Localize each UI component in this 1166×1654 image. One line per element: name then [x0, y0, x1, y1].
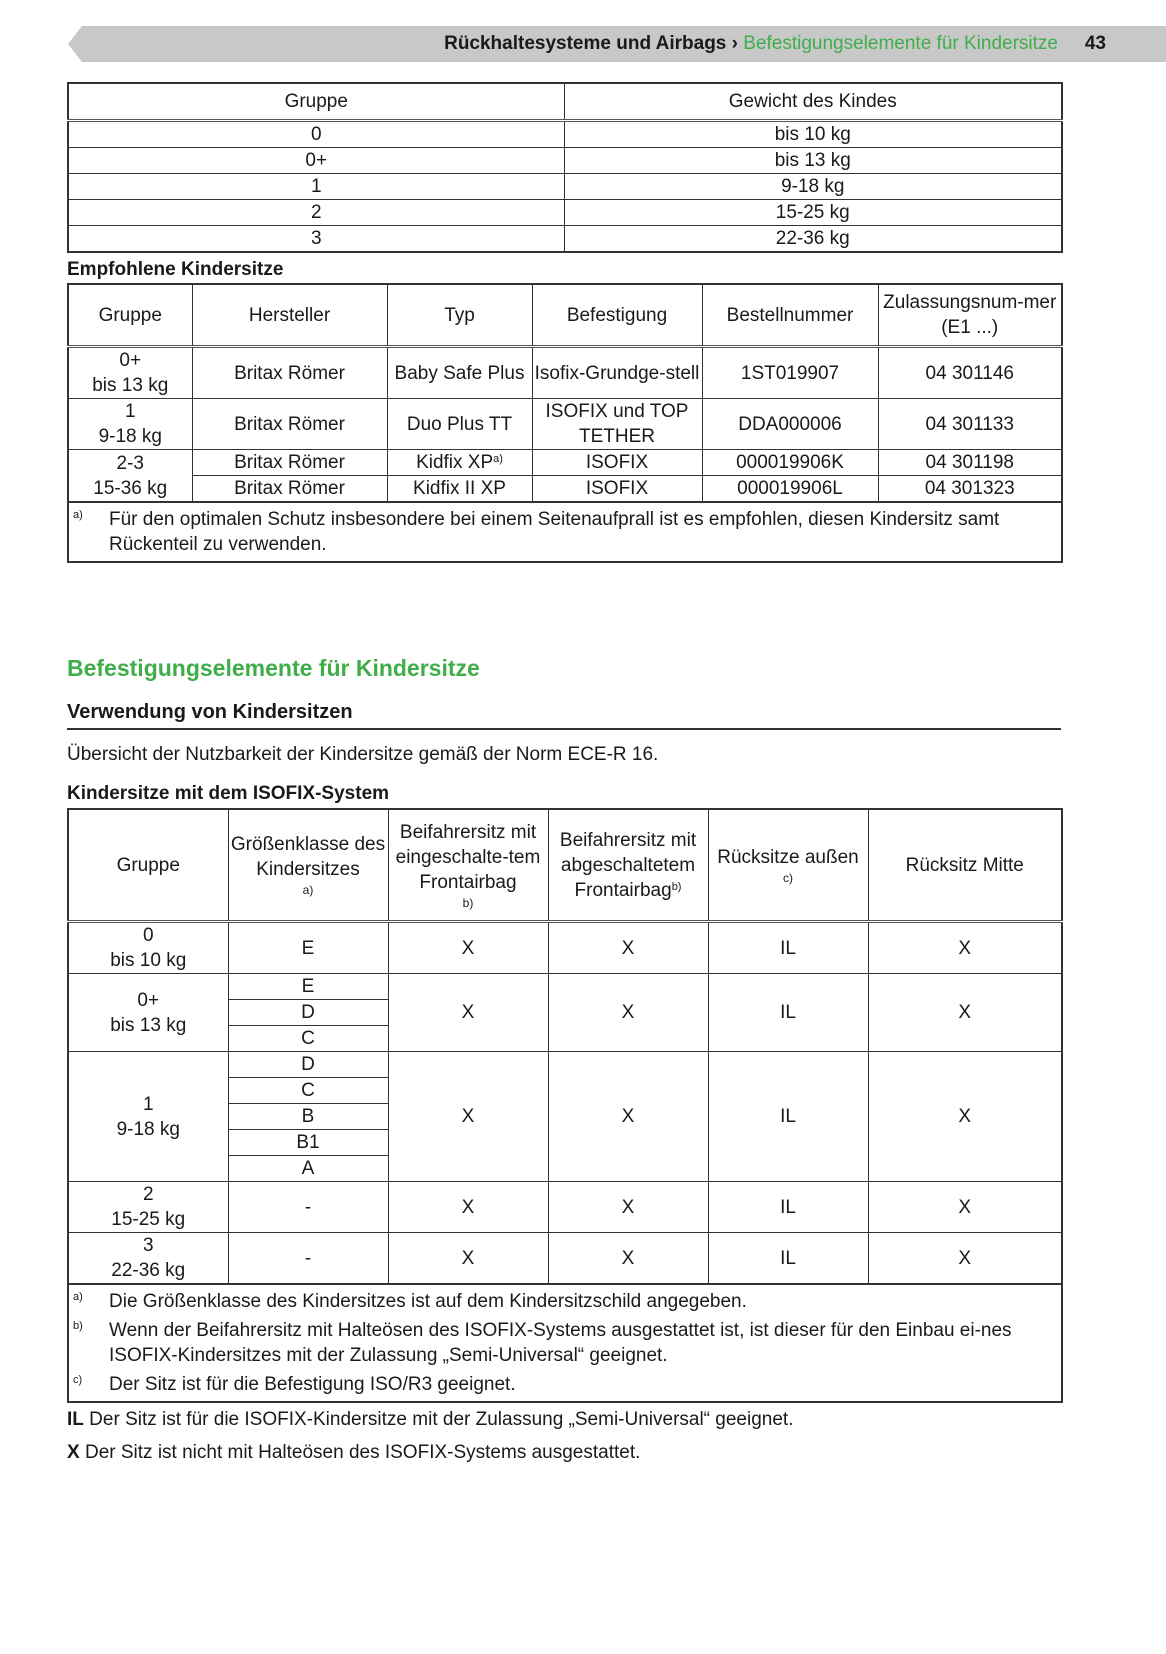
group-label: 3: [142, 1235, 154, 1256]
column-header-group: [68, 809, 228, 922]
cell-mounting: ISOFIX: [532, 450, 702, 476]
legend-text: Der Sitz ist für die ISOFIX-Kindersitze mit der Zulassung „Semi-Universal“ geeignet.: [89, 1409, 794, 1430]
footnote-text: Wenn der Beifahrersitz mit Halteösen des ISOFIX-Systems ausgestattet ist, ist dieser für den Einbau ei-nes ISOFIX-Kindersitzes mit der Zulassung „Semi-Universal“ geeignet.: [109, 1320, 1012, 1366]
cell-rear-middle: X: [868, 1182, 1062, 1233]
cell-approval-number: 04 301198: [878, 450, 1062, 476]
table-row: [68, 121, 1062, 148]
cell-rear-outer: IL: [708, 1182, 868, 1233]
cell-group: [68, 399, 192, 450]
table-row: [68, 1182, 1062, 1233]
cell-weight: bis 13 kg: [564, 148, 1062, 174]
cell-front-airbag-off: X: [548, 922, 708, 974]
table-row: [68, 226, 1062, 253]
cell-manufacturer: Britax Römer: [192, 476, 387, 503]
cell-rear-outer: IL: [708, 1233, 868, 1285]
footnote-row: [68, 502, 1062, 562]
column-header-type: Typ: [387, 284, 532, 347]
cell-group: 1: [68, 174, 564, 200]
footnote-mark: a): [73, 509, 83, 521]
cell-front-airbag-off: X: [548, 974, 708, 1052]
cell-group: [68, 922, 228, 974]
cell-size-class: C: [228, 1026, 388, 1052]
cell-group: [68, 1233, 228, 1285]
weight-label: 22-36 kg: [111, 1260, 186, 1281]
group-label: 0+: [137, 989, 160, 1011]
cell-weight: 15-25 kg: [564, 200, 1062, 226]
column-header-mounting: Befestigung: [532, 284, 702, 347]
cell-type: Duo Plus TT: [387, 399, 532, 450]
cell-size-class: D: [228, 1052, 388, 1078]
footnote-cell: [68, 502, 1062, 562]
table-row: [68, 974, 1062, 1000]
legend-text: Der Sitz ist nicht mit Halteösen des ISOFIX-Systems ausgestattet.: [84, 1442, 641, 1463]
breadcrumb-chapter: Rückhaltesysteme und Airbags: [444, 33, 727, 54]
cell-size-class: B: [228, 1104, 388, 1130]
footnote-mark: c): [73, 1374, 83, 1386]
table-header-row: [68, 284, 1062, 347]
cell-group: 3: [68, 226, 564, 253]
group-label: 0+: [119, 350, 142, 371]
recommended-caption: Empfohlene Kindersitze: [67, 259, 284, 280]
cell-front-airbag-on: X: [388, 1182, 548, 1233]
table-row: [68, 450, 1062, 476]
footnote-ref: b): [462, 895, 474, 910]
footnote: [69, 507, 1051, 557]
weight-label: 15-36 kg: [93, 477, 168, 499]
weight-label: 15-25 kg: [111, 1209, 186, 1230]
cell-manufacturer: Britax Römer: [192, 347, 387, 399]
cell-order-number: 1ST019907: [702, 347, 878, 399]
cell-front-airbag-on: X: [388, 974, 548, 1052]
legend-key: X: [67, 1442, 80, 1463]
table-row: [68, 347, 1062, 399]
table-row: [68, 174, 1062, 200]
footnote-ref: c): [783, 870, 793, 885]
type-label: Kidfix XP: [416, 452, 494, 473]
column-header-size-class: [228, 809, 388, 922]
cell-size-class: E: [228, 922, 388, 974]
cell-group: 0+: [68, 148, 564, 174]
footnote-text: Die Größenklasse des Kindersitzes ist auf dem Kindersitzschild angegeben.: [109, 1291, 747, 1312]
column-header-approval-number: Zulassungsnum-mer (E1 ...): [878, 284, 1062, 347]
footnote-cell: [68, 1284, 1062, 1402]
footnote-text: Für den optimalen Schutz insbesondere bei einem Seitenaufprall ist es empfohlen, diesen Kindersitz samt Rückenteil zu verwenden.: [109, 509, 1000, 555]
isofix-table: [67, 808, 1063, 1403]
intro-paragraph: Übersicht der Nutzbarkeit der Kindersitze gemäß der Norm ECE-R 16.: [67, 744, 659, 765]
header-label: Rücksitze außen: [717, 846, 859, 868]
cell-size-class: -: [228, 1182, 388, 1233]
footnote: [69, 1289, 1051, 1314]
weight-group-table: [67, 82, 1063, 253]
cell-group: [68, 1052, 228, 1182]
cell-manufacturer: Britax Römer: [192, 399, 387, 450]
cell-mounting: ISOFIX und TOP TETHER: [532, 399, 702, 450]
cell-group: 0: [68, 121, 564, 148]
cell-order-number: 000019906L: [702, 476, 878, 503]
footnote-row: [68, 1284, 1062, 1402]
column-header-group: Gruppe: [68, 83, 564, 121]
column-header-manufacturer: Hersteller: [192, 284, 387, 347]
column-header-order-number: Bestellnummer: [702, 284, 878, 347]
legend-item-il: [67, 1408, 793, 1432]
cell-front-airbag-on: X: [388, 1233, 548, 1285]
table-row: [68, 922, 1062, 974]
cell-size-class: -: [228, 1233, 388, 1285]
cell-rear-outer: IL: [708, 922, 868, 974]
table-header-row: [68, 83, 1062, 121]
recommended-seats-table: [67, 283, 1063, 563]
table-row: [68, 200, 1062, 226]
group-label: 0: [142, 925, 154, 946]
cell-approval-number: 04 301133: [878, 399, 1062, 450]
cell-size-class: D: [228, 1000, 388, 1026]
weight-label: bis 13 kg: [110, 1014, 187, 1036]
legend-key: IL: [67, 1409, 84, 1430]
column-header-front-airbag-on: [388, 809, 548, 922]
header-label: Größenklasse des Kindersitzes: [230, 834, 386, 880]
column-header-rear-outer: [708, 809, 868, 922]
table-row: [68, 1052, 1062, 1078]
cell-weight: 9-18 kg: [564, 174, 1062, 200]
weight-label: bis 13 kg: [92, 375, 169, 396]
section-subtitle: Verwendung von Kindersitzen: [67, 701, 1061, 730]
cell-group: [68, 347, 192, 399]
cell-group: [68, 1182, 228, 1233]
table-row: [68, 1233, 1062, 1285]
group-label: 1: [142, 1093, 154, 1115]
cell-mounting: ISOFIX: [532, 476, 702, 503]
cell-rear-outer: IL: [708, 974, 868, 1052]
weight-label: 9-18 kg: [98, 426, 162, 447]
cell-type: Baby Safe Plus: [387, 347, 532, 399]
column-header-rear-middle: [868, 809, 1062, 922]
footnote-ref: a): [493, 453, 503, 465]
breadcrumb-separator: ›: [731, 33, 738, 54]
cell-rear-outer: IL: [708, 1052, 868, 1182]
group-label: 2-3: [116, 452, 144, 474]
cell-group: 2: [68, 200, 564, 226]
cell-rear-middle: X: [868, 1233, 1062, 1285]
footnote: [69, 1318, 1051, 1368]
cell-approval-number: 04 301323: [878, 476, 1062, 503]
cell-manufacturer: Britax Römer: [192, 450, 387, 476]
cell-size-class: C: [228, 1078, 388, 1104]
cell-front-airbag-on: X: [388, 1052, 548, 1182]
cell-group: [68, 974, 228, 1052]
footnote-text: Der Sitz ist für die Befestigung ISO/R3 geeignet.: [109, 1374, 516, 1395]
cell-order-number: 000019906K: [702, 450, 878, 476]
cell-order-number: DDA000006: [702, 399, 878, 450]
column-header-front-airbag-off: [548, 809, 708, 922]
cell-front-airbag-on: X: [388, 922, 548, 974]
footnote: [69, 1372, 1051, 1397]
weight-label: 9-18 kg: [116, 1118, 180, 1140]
cell-group: [68, 450, 192, 503]
footnote-mark: a): [73, 1291, 83, 1303]
cell-weight: 22-36 kg: [564, 226, 1062, 253]
cell-rear-middle: X: [868, 1052, 1062, 1182]
header-label: Beifahrersitz mit eingeschalte-tem Frontairbag: [395, 821, 541, 893]
cell-rear-middle: X: [868, 922, 1062, 974]
footnote-mark: b): [73, 1320, 83, 1332]
header-label: Gruppe: [116, 854, 180, 876]
breadcrumb: [444, 32, 1058, 56]
group-label: 2: [142, 1184, 154, 1205]
cell-weight: bis 10 kg: [564, 121, 1062, 148]
footnote-ref: a): [302, 883, 314, 897]
section-title: Befestigungselemente für Kindersitze: [67, 655, 480, 681]
table-row: [68, 399, 1062, 450]
column-header-weight: Gewicht des Kindes: [564, 83, 1062, 121]
cell-front-airbag-off: X: [548, 1182, 708, 1233]
cell-approval-number: 04 301146: [878, 347, 1062, 399]
cell-rear-middle: X: [868, 974, 1062, 1052]
group-label: 1: [124, 401, 136, 422]
cell-front-airbag-off: X: [548, 1052, 708, 1182]
cell-front-airbag-off: X: [548, 1233, 708, 1285]
cell-size-class: A: [228, 1156, 388, 1182]
breadcrumb-section: Befestigungselemente für Kindersitze: [743, 33, 1058, 54]
header-label: Beifahrersitz mit abgeschaltetem Frontairbag: [559, 829, 697, 901]
header-label: Rücksitz Mitte: [905, 854, 1024, 876]
cell-size-class: E: [228, 974, 388, 1000]
cell-type: Kidfix II XP: [387, 476, 532, 503]
cell-size-class: B1: [228, 1130, 388, 1156]
legend-item-x: [67, 1441, 640, 1465]
table-row: [68, 148, 1062, 174]
footnote-ref: b): [671, 880, 682, 893]
cell-type: [387, 450, 532, 476]
isofix-caption: Kindersitze mit dem ISOFIX-System: [67, 783, 390, 804]
cell-mounting: Isofix-Grundge-stell: [532, 347, 702, 399]
weight-label: bis 10 kg: [110, 950, 187, 971]
table-row: [68, 476, 1062, 503]
table-header-row: [68, 809, 1062, 922]
column-header-group: Gruppe: [68, 284, 192, 347]
page-number: 43: [1084, 33, 1106, 54]
